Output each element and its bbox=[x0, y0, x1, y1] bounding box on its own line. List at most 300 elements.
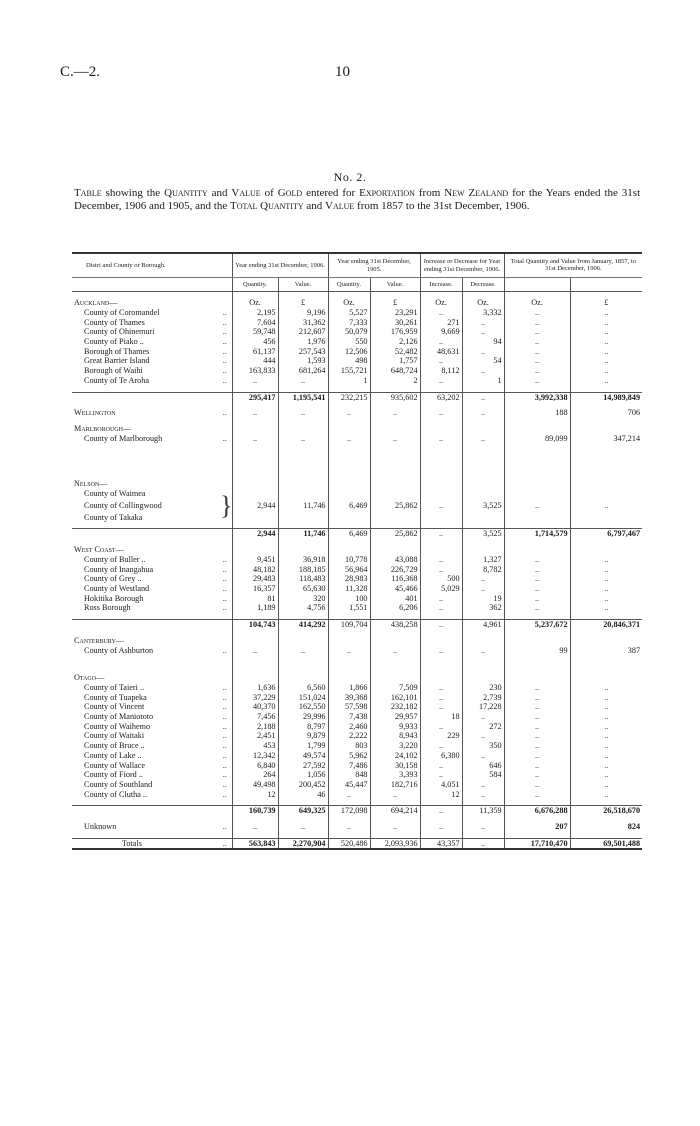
subtotal-value: .. bbox=[420, 806, 462, 816]
region-title-row bbox=[72, 479, 642, 489]
value-cell: 7,486 bbox=[328, 761, 370, 771]
value-cell: 4,756 bbox=[278, 603, 328, 613]
empty-cell bbox=[328, 513, 370, 523]
value-cell: .. bbox=[328, 790, 370, 800]
spacer bbox=[462, 461, 504, 479]
value-cell: .. bbox=[504, 318, 570, 328]
caption-word: Table bbox=[74, 187, 102, 199]
value-cell: 848 bbox=[328, 770, 370, 780]
value-cell: 12,342 bbox=[232, 751, 278, 761]
empty-cell bbox=[462, 545, 504, 555]
value-cell: 6,380 bbox=[420, 751, 462, 761]
value-cell: 89,099 bbox=[504, 434, 570, 444]
value-cell: 45,466 bbox=[370, 584, 420, 594]
caption-word: Exportation bbox=[359, 187, 415, 199]
value-cell: 52,482 bbox=[370, 347, 420, 357]
value-cell: 48,182 bbox=[232, 565, 278, 575]
value-cell: .. bbox=[570, 741, 642, 751]
value-cell: .. bbox=[504, 574, 570, 584]
value-cell: 116,368 bbox=[370, 574, 420, 584]
empty-cell bbox=[278, 424, 328, 434]
value-cell: 444 bbox=[232, 356, 278, 366]
leader-dots: .. bbox=[222, 750, 227, 760]
empty-cell bbox=[504, 545, 570, 555]
value-cell: .. bbox=[462, 712, 504, 722]
subtotal-label bbox=[72, 806, 232, 816]
value-cell: .. bbox=[504, 584, 570, 594]
value-cell: .. bbox=[278, 822, 328, 832]
value-cell: 7,438 bbox=[328, 712, 370, 722]
subtotal-value: 1,714,579 bbox=[504, 529, 570, 539]
empty-cell bbox=[232, 489, 278, 499]
value-cell: 230 bbox=[462, 683, 504, 693]
col-value-1905: Value. bbox=[370, 277, 420, 291]
value-cell: 10,778 bbox=[328, 555, 370, 565]
spacer bbox=[232, 443, 278, 461]
value-cell: .. bbox=[232, 408, 278, 418]
spacer bbox=[462, 655, 504, 673]
gold-export-table bbox=[72, 252, 642, 850]
caption-text: of bbox=[264, 187, 274, 199]
value-cell: .. bbox=[504, 761, 570, 771]
empty-cell bbox=[570, 424, 642, 434]
value-cell: .. bbox=[570, 683, 642, 693]
value-cell: 456 bbox=[232, 337, 278, 347]
subtotal-value: 694,214 bbox=[370, 806, 420, 816]
subtotal-value: 20,846,371 bbox=[570, 620, 642, 630]
grand-total-value: 520,486 bbox=[328, 838, 370, 849]
row-label: County of Coromandel bbox=[84, 307, 160, 317]
row-label: County of Taieri .. bbox=[84, 682, 144, 692]
value-cell: .. bbox=[462, 731, 504, 741]
value-cell: 61,137 bbox=[232, 347, 278, 357]
table-row bbox=[72, 347, 642, 357]
leader-dots: .. bbox=[222, 356, 227, 366]
empty-cell bbox=[278, 513, 328, 523]
row-label: County of Maniototo bbox=[84, 712, 154, 722]
spacer bbox=[420, 443, 462, 461]
value-cell: .. bbox=[420, 761, 462, 771]
value-cell: .. bbox=[462, 584, 504, 594]
grand-total-value: 563,843 bbox=[232, 838, 278, 849]
value-cell: 155,721 bbox=[328, 366, 370, 376]
value-cell: 212,607 bbox=[278, 327, 328, 337]
value-cell: 3,393 bbox=[370, 770, 420, 780]
region-title-row bbox=[72, 545, 642, 555]
value-cell: .. bbox=[462, 751, 504, 761]
value-cell: 1 bbox=[462, 376, 504, 386]
empty-cell bbox=[278, 673, 328, 683]
subtotal-value: 14,989,849 bbox=[570, 392, 642, 402]
table-row bbox=[72, 712, 642, 722]
value-cell: .. bbox=[420, 555, 462, 565]
units-row bbox=[72, 298, 642, 308]
empty-cell bbox=[504, 673, 570, 683]
value-cell: 453 bbox=[232, 741, 278, 751]
empty-cell bbox=[570, 513, 642, 523]
value-cell: .. bbox=[420, 822, 462, 832]
value-cell: 30,261 bbox=[370, 318, 420, 328]
table-row bbox=[72, 489, 642, 499]
value-cell: 1,636 bbox=[232, 683, 278, 693]
caption-text: from 1857 to the 31st December, 1906. bbox=[357, 199, 530, 212]
subtotal-value: .. bbox=[420, 529, 462, 539]
value-cell: .. bbox=[420, 770, 462, 780]
row-label: County of Waimea bbox=[84, 489, 146, 499]
leader-dots: .. bbox=[222, 741, 227, 751]
value-cell: .. bbox=[570, 780, 642, 790]
subtotal-value: 25,862 bbox=[370, 529, 420, 539]
leader-dots: .. bbox=[222, 583, 227, 593]
value-cell: .. bbox=[462, 646, 504, 656]
subtotal-value: 11,359 bbox=[462, 806, 504, 816]
value-cell: 37,229 bbox=[232, 693, 278, 703]
leader-dots: .. bbox=[222, 603, 227, 613]
value-cell: 12 bbox=[420, 790, 462, 800]
value-cell: 81 bbox=[232, 594, 278, 604]
empty-cell bbox=[420, 479, 462, 489]
table-row bbox=[72, 731, 642, 741]
value-cell: .. bbox=[328, 822, 370, 832]
value-cell: 29,483 bbox=[232, 574, 278, 584]
caption-word: Value bbox=[231, 187, 261, 199]
value-cell: 17,228 bbox=[462, 702, 504, 712]
value-cell: 681,264 bbox=[278, 366, 328, 376]
value-cell: .. bbox=[570, 761, 642, 771]
empty-cell bbox=[504, 489, 570, 499]
value-cell: .. bbox=[570, 337, 642, 347]
value-cell: 31,362 bbox=[278, 318, 328, 328]
table-body bbox=[72, 292, 642, 850]
value-cell: 347,214 bbox=[570, 434, 642, 444]
spacer bbox=[278, 655, 328, 673]
col-quantity-1906: Quantity. bbox=[232, 277, 278, 291]
row-label: County of Tuapeka bbox=[84, 692, 147, 702]
value-cell: .. bbox=[570, 318, 642, 328]
region-title-row bbox=[72, 636, 642, 646]
subtotal-value: 6,797,467 bbox=[570, 529, 642, 539]
value-cell: 162,550 bbox=[278, 702, 328, 712]
row-label: County of Grey .. bbox=[84, 574, 142, 584]
value-cell: 584 bbox=[462, 770, 504, 780]
value-cell: 163,833 bbox=[232, 366, 278, 376]
value-cell: 2,195 bbox=[232, 308, 278, 318]
value-cell: 59,748 bbox=[232, 327, 278, 337]
row-label: County of Inangahua bbox=[84, 564, 154, 574]
value-cell: 24,102 bbox=[370, 751, 420, 761]
spacer bbox=[570, 461, 642, 479]
leader-dots: .. bbox=[222, 554, 227, 564]
spacer bbox=[328, 443, 370, 461]
value-cell: 7,333 bbox=[328, 318, 370, 328]
value-cell: 18 bbox=[420, 712, 462, 722]
value-cell: .. bbox=[278, 646, 328, 656]
unit-oz: Oz. bbox=[462, 298, 504, 308]
leader-dots: .. bbox=[222, 366, 227, 376]
subtotal-value: 109,704 bbox=[328, 620, 370, 630]
row-label: County of Piako .. bbox=[84, 337, 144, 347]
value-cell: .. bbox=[570, 603, 642, 613]
value-cell: .. bbox=[420, 408, 462, 418]
brace: } bbox=[220, 490, 233, 520]
value-cell: 188 bbox=[504, 408, 570, 418]
empty-cell bbox=[232, 673, 278, 683]
value-cell: .. bbox=[420, 693, 462, 703]
page-ref: C.—2. bbox=[60, 64, 101, 80]
caption-word: Quantity bbox=[164, 187, 208, 199]
table-row bbox=[72, 741, 642, 751]
value-cell: .. bbox=[504, 780, 570, 790]
empty-cell bbox=[278, 479, 328, 489]
spacer bbox=[328, 655, 370, 673]
value-cell: 4,051 bbox=[420, 780, 462, 790]
row-label: County of Vincent bbox=[84, 702, 145, 712]
value-cell: .. bbox=[328, 434, 370, 444]
row-label: County of Wallace bbox=[84, 760, 146, 770]
unit-pound: £ bbox=[570, 298, 642, 308]
value-cell: 25,862 bbox=[370, 499, 420, 513]
table-row bbox=[72, 702, 642, 712]
col-incdec: Increase or Decrease for Year ending 31st December, 1906. bbox=[420, 253, 504, 277]
value-cell: .. bbox=[570, 584, 642, 594]
col-year-1905: Year ending 31st December, 1905. bbox=[328, 253, 420, 277]
value-cell: .. bbox=[420, 683, 462, 693]
empty-cell bbox=[504, 424, 570, 434]
empty-cell bbox=[278, 636, 328, 646]
value-cell: 2,451 bbox=[232, 731, 278, 741]
value-cell: .. bbox=[504, 337, 570, 347]
value-cell: 1,799 bbox=[278, 741, 328, 751]
grand-total-label: Totals bbox=[72, 838, 218, 849]
value-cell: 200,452 bbox=[278, 780, 328, 790]
empty-cell bbox=[504, 479, 570, 489]
col-quantity-1905: Quantity. bbox=[328, 277, 370, 291]
value-cell: .. bbox=[420, 603, 462, 613]
empty-cell bbox=[232, 636, 278, 646]
value-cell: .. bbox=[462, 434, 504, 444]
value-cell: .. bbox=[504, 308, 570, 318]
row-label: County of Clutha .. bbox=[84, 789, 147, 799]
value-cell: 646 bbox=[462, 761, 504, 771]
leader-dots: .. bbox=[222, 731, 227, 741]
value-cell: 550 bbox=[328, 337, 370, 347]
value-cell: .. bbox=[420, 356, 462, 366]
subtotal-value: 5,237,672 bbox=[504, 620, 570, 630]
value-cell: 2,944 bbox=[232, 499, 278, 513]
value-cell: .. bbox=[370, 790, 420, 800]
value-cell: .. bbox=[504, 499, 570, 513]
table-row bbox=[72, 555, 642, 565]
value-cell: .. bbox=[570, 702, 642, 712]
empty-cell bbox=[420, 513, 462, 523]
empty-cell bbox=[462, 479, 504, 489]
table-row bbox=[72, 594, 642, 604]
value-cell: .. bbox=[462, 822, 504, 832]
empty-cell bbox=[504, 513, 570, 523]
value-cell: 54 bbox=[462, 356, 504, 366]
leader-dots: .. bbox=[222, 337, 227, 347]
empty-cell bbox=[462, 424, 504, 434]
empty-cell bbox=[328, 636, 370, 646]
value-cell: 94 bbox=[462, 337, 504, 347]
grand-total-value: 2,093,936 bbox=[370, 838, 420, 849]
leader-dots: .. bbox=[222, 721, 227, 731]
value-cell: 118,483 bbox=[278, 574, 328, 584]
subtotal-value: 172,098 bbox=[328, 806, 370, 816]
leader-dots: .. bbox=[222, 307, 227, 317]
value-cell: 176,959 bbox=[370, 327, 420, 337]
value-cell: .. bbox=[570, 770, 642, 780]
leader-dots: .. bbox=[222, 327, 227, 337]
leader-dots: .. bbox=[222, 408, 227, 418]
value-cell: .. bbox=[370, 646, 420, 656]
leader-dots: .. bbox=[222, 702, 227, 712]
value-cell: 1,593 bbox=[278, 356, 328, 366]
table-row bbox=[72, 434, 642, 444]
value-cell: 45,447 bbox=[328, 780, 370, 790]
subtotal-value: 160,739 bbox=[232, 806, 278, 816]
value-cell: .. bbox=[570, 751, 642, 761]
table-row bbox=[72, 513, 642, 523]
value-cell: 320 bbox=[278, 594, 328, 604]
table-row bbox=[72, 584, 642, 594]
value-cell: 12,506 bbox=[328, 347, 370, 357]
spacer bbox=[370, 443, 420, 461]
empty-cell bbox=[420, 636, 462, 646]
value-cell: .. bbox=[420, 376, 462, 386]
value-cell: .. bbox=[420, 594, 462, 604]
region-marlborough: Marlborough— bbox=[74, 423, 132, 433]
subtotal-value: 104,743 bbox=[232, 620, 278, 630]
table-row bbox=[72, 646, 642, 656]
empty-cell bbox=[328, 489, 370, 499]
leader-dots: .. bbox=[218, 838, 232, 849]
value-cell: 271 bbox=[420, 318, 462, 328]
region-title-row bbox=[72, 424, 642, 434]
table-row bbox=[72, 308, 642, 318]
value-cell: .. bbox=[278, 376, 328, 386]
value-cell: .. bbox=[420, 434, 462, 444]
leader-dots: .. bbox=[222, 593, 227, 603]
value-cell: 401 bbox=[370, 594, 420, 604]
subtotal-value: 63,202 bbox=[420, 392, 462, 402]
value-cell: 648,724 bbox=[370, 366, 420, 376]
value-cell: .. bbox=[370, 408, 420, 418]
value-cell: 99 bbox=[504, 646, 570, 656]
row-label: County of Ashburton bbox=[84, 645, 154, 655]
value-cell: 11,328 bbox=[328, 584, 370, 594]
value-cell: 1,189 bbox=[232, 603, 278, 613]
value-cell: 8,943 bbox=[370, 731, 420, 741]
grand-total-value: .. bbox=[462, 838, 504, 849]
row-label: County of Southland bbox=[84, 779, 153, 789]
row-label: County of Ohinemuri bbox=[84, 327, 155, 337]
subtotal-label bbox=[72, 620, 232, 630]
value-cell: 46 bbox=[278, 790, 328, 800]
value-cell: 1,866 bbox=[328, 683, 370, 693]
value-cell: .. bbox=[570, 555, 642, 565]
value-cell: 188,185 bbox=[278, 565, 328, 575]
subtotal-value: 1,195,541 bbox=[278, 392, 328, 402]
value-cell: 6,206 bbox=[370, 603, 420, 613]
value-cell: .. bbox=[462, 408, 504, 418]
row-label: Borough of Waihi bbox=[84, 366, 143, 376]
subtotal-value: 26,518,670 bbox=[570, 806, 642, 816]
unit-pound: £ bbox=[278, 298, 328, 308]
spacer bbox=[570, 655, 642, 673]
value-cell: 16,357 bbox=[232, 584, 278, 594]
region-west-coast: West Coast— bbox=[74, 545, 124, 555]
empty-cell bbox=[370, 489, 420, 499]
table-row bbox=[72, 722, 642, 732]
empty-cell bbox=[278, 489, 328, 499]
value-cell: .. bbox=[504, 702, 570, 712]
region-canterbury: Canterbury— bbox=[74, 635, 124, 645]
value-cell: .. bbox=[462, 327, 504, 337]
row-label: County of Te Aroha bbox=[84, 375, 149, 385]
leader-dots: .. bbox=[222, 760, 227, 770]
value-cell: .. bbox=[570, 347, 642, 357]
empty-cell bbox=[370, 545, 420, 555]
value-cell: 498 bbox=[328, 356, 370, 366]
page-number: 10 bbox=[335, 64, 350, 80]
table-row bbox=[72, 337, 642, 347]
value-cell: .. bbox=[570, 731, 642, 741]
spacer bbox=[370, 655, 420, 673]
value-cell: .. bbox=[570, 790, 642, 800]
value-cell: 7,509 bbox=[370, 683, 420, 693]
value-cell: .. bbox=[504, 770, 570, 780]
subtotal-label bbox=[72, 392, 232, 402]
empty-cell bbox=[232, 479, 278, 489]
empty-cell bbox=[420, 545, 462, 555]
value-cell: 65,630 bbox=[278, 584, 328, 594]
leader-dots: .. bbox=[222, 712, 227, 722]
empty-cell bbox=[462, 513, 504, 523]
value-cell: .. bbox=[420, 499, 462, 513]
value-cell: 5,029 bbox=[420, 584, 462, 594]
col-decrease: Decrease. bbox=[462, 277, 504, 291]
value-cell: .. bbox=[504, 603, 570, 613]
subtotal-value: 3,525 bbox=[462, 529, 504, 539]
subtotal-value: 649,325 bbox=[278, 806, 328, 816]
spacer bbox=[570, 443, 642, 461]
value-cell: .. bbox=[504, 356, 570, 366]
value-cell: 100 bbox=[328, 594, 370, 604]
table-row bbox=[72, 574, 642, 584]
table-row bbox=[72, 366, 642, 376]
value-cell: .. bbox=[328, 408, 370, 418]
value-cell: 12 bbox=[232, 790, 278, 800]
leader-dots: .. bbox=[222, 779, 227, 789]
spacer bbox=[232, 461, 278, 479]
subtotal-value: 2,944 bbox=[232, 529, 278, 539]
value-cell: .. bbox=[570, 693, 642, 703]
subtotal-value: 3,992,338 bbox=[504, 392, 570, 402]
value-cell: .. bbox=[504, 555, 570, 565]
value-cell: 1,327 bbox=[462, 555, 504, 565]
value-cell: .. bbox=[278, 434, 328, 444]
leader-dots: .. bbox=[222, 822, 227, 832]
spacer-row bbox=[72, 443, 642, 461]
value-cell: 3,525 bbox=[462, 499, 504, 513]
leader-dots: .. bbox=[222, 564, 227, 574]
spacer bbox=[328, 461, 370, 479]
col-district: Distri and County or Borough. bbox=[86, 261, 166, 269]
value-cell: 27,592 bbox=[278, 761, 328, 771]
empty-cell bbox=[328, 673, 370, 683]
grand-total-value: 2,270,904 bbox=[278, 838, 328, 849]
